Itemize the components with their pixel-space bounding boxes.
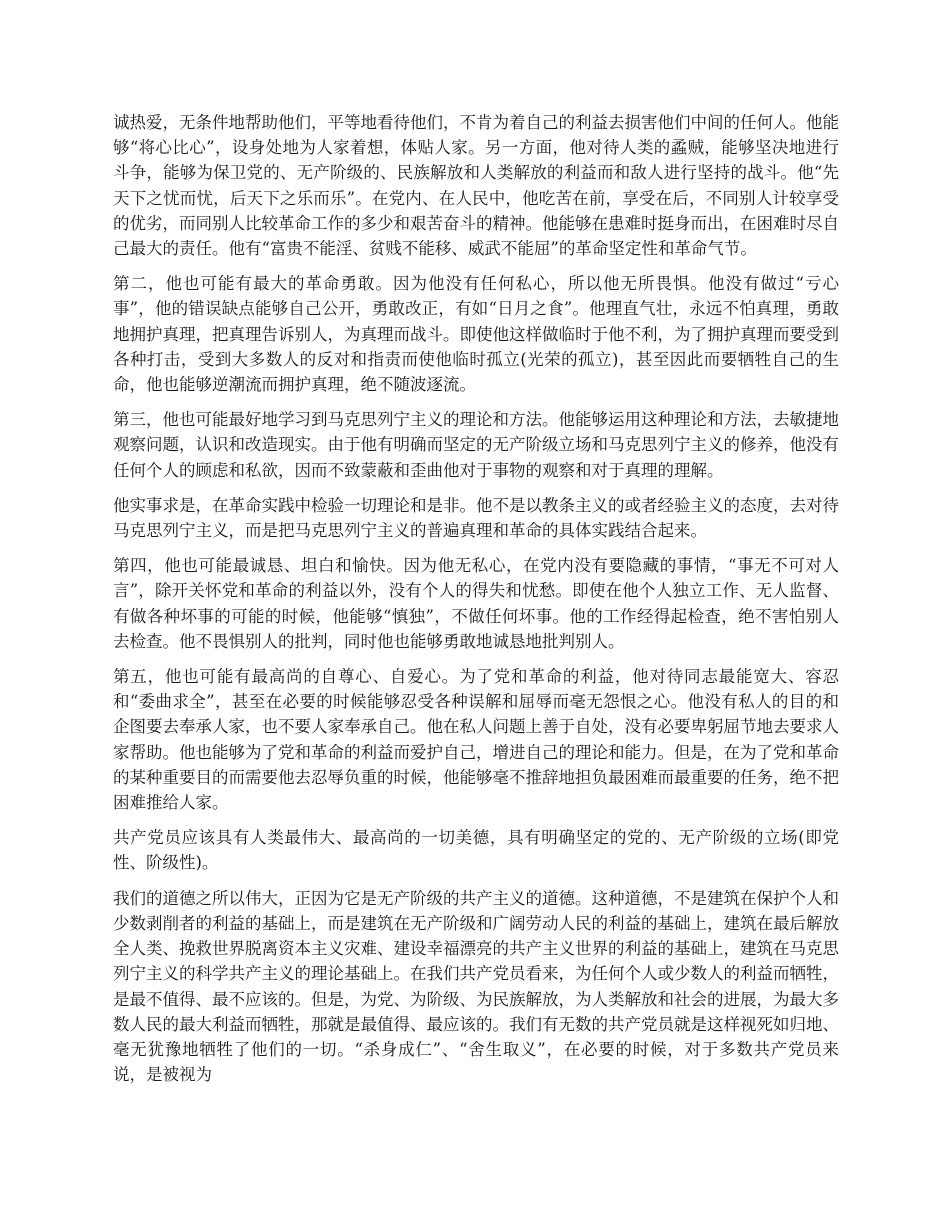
paragraph-fifth-self-respect: 第五，他也可能有最高尚的自尊心、自爱心。为了党和革命的利益，他对待同志最能宽大、容忍和“委曲求全”，甚至在必要的时候能够忍受各种误解和屈辱而毫无怨恨之心。他没有私人的目的和企图要去奉承人家，也不要人家奉承自己。他在私人问题上善于自处，没有必要卑躬屈节地去要求人家帮助。他也能够为了党和革命的利益而爱护自己，增进自己的理论和能力。但是，在为了党和革命的某种重要目的而需要他去忍辱负重的时候，他能够毫不推辞地担负最困难而最重要的任务，绝不把困难推给人家。 [113, 667, 839, 813]
paragraph-second-courage: 第二，他也可能有最大的革命勇敢。因为他没有任何私心，所以他无所畏惧。他没有做过“亏心事”，他的错误缺点能够自己公开，勇敢改正，有如“日月之食”。他理直气壮，永远不怕真理，勇敢地拥护真理，把真理告诉别人，为真理而战斗。即使他这样做临时于他不利，为了拥护真理而要受到各种打击，受到大多数人的反对和指责而使他临时孤立(光荣的孤立)，甚至因此而要牺牲自己的生命，他也能够逆潮流而拥护真理，绝不随波逐流。 [113, 274, 839, 395]
paragraph-fourth-sincerity: 第四，他也可能最诚恳、坦白和愉快。因为他无私心，在党内没有要隐藏的事情，“事无不可对人言”，除开关怀党和革命的利益以外，没有个人的得失和忧愁。即使在他个人独立工作、无人监督、有做各种坏事的可能的时候，他能够“慎独”，不做任何坏事。他的工作经得起检查，绝不害怕别人去检查。他不畏惧别人的批判，同时他也能够勇敢地诚恳地批判别人。 [113, 556, 839, 651]
paragraph-continuation: 诚热爱，无条件地帮助他们，平等地看待他们，不肯为着自己的利益去损害他们中间的任何人。他能够“将心比心”，设身处地为人家着想，体贴人家。另一方面，他对待人类的蟊贼，能够坚决地进行斗争，能够为保卫党的、无产阶级的、民族解放和人类解放的利益而和敌人进行坚持的战斗。他“先天下之忧而忧，后天下之乐而乐”。在党内、在人民中，他吃苦在前，享受在后，不同别人计较享受的优劣，而同别人比较革命工作的多少和艰苦奋斗的精神。他能够在患难时挺身而出，在困难时尽自己最大的责任。他有“富贵不能淫、贫贱不能移、威武不能屈”的革命坚定性和革命气节。 [113, 113, 839, 259]
paragraph-virtues: 共产党员应该具有人类最伟大、最高尚的一切美德，具有明确坚定的党的、无产阶级的立场(即党性、阶级性)。 [113, 828, 839, 873]
paragraph-third-theory: 第三，他也可能最好地学习到马克思列宁主义的理论和方法。他能够运用这种理论和方法，去敏捷地观察问题，认识和改造现实。由于他有明确而坚定的无产阶级立场和马克思列宁主义的修养，他没有任何个人的顾虑和私欲，因而不致蒙蔽和歪曲他对于事物的观察和对于真理的理解。 [113, 410, 839, 480]
paragraph-morality: 我们的道德之所以伟大，正因为它是无产阶级的共产主义的道德。这种道德，不是建筑在保护个人和少数剥削者的利益的基础上，而是建筑在无产阶级和广阔劳动人民的利益的基础上，建筑在最后解放全人类、挽救世界脱离资本主义灾难、建设幸福漂亮的共产主义世界的利益的基础上，建筑在马克思列宁主义的科学共产主义的理论基础上。在我们共产党员看来，为任何个人或少数人的利益而牺牲，是最不值得、最不应该的。但是，为党、为阶级、为民族解放，为人类解放和社会的进展，为最大多数人民的最大利益而牺牲，那就是最值得、最应该的。我们有无数的共产党员就是这样视死如归地、毫无犹豫地牺牲了他们的一切。“杀身成仁”、“舍生取义”，在必要的时候，对于多数共产党员来说，是被视为 [113, 888, 839, 1085]
paragraph-seek-truth: 他实事求是，在革命实践中检验一切理论和是非。他不是以教条主义的或者经验主义的态度，去对待马克思列宁主义，而是把马克思列宁主义的普遍真理和革命的具体实践结合起来。 [113, 495, 839, 541]
document-body [113, 110, 839, 1097]
